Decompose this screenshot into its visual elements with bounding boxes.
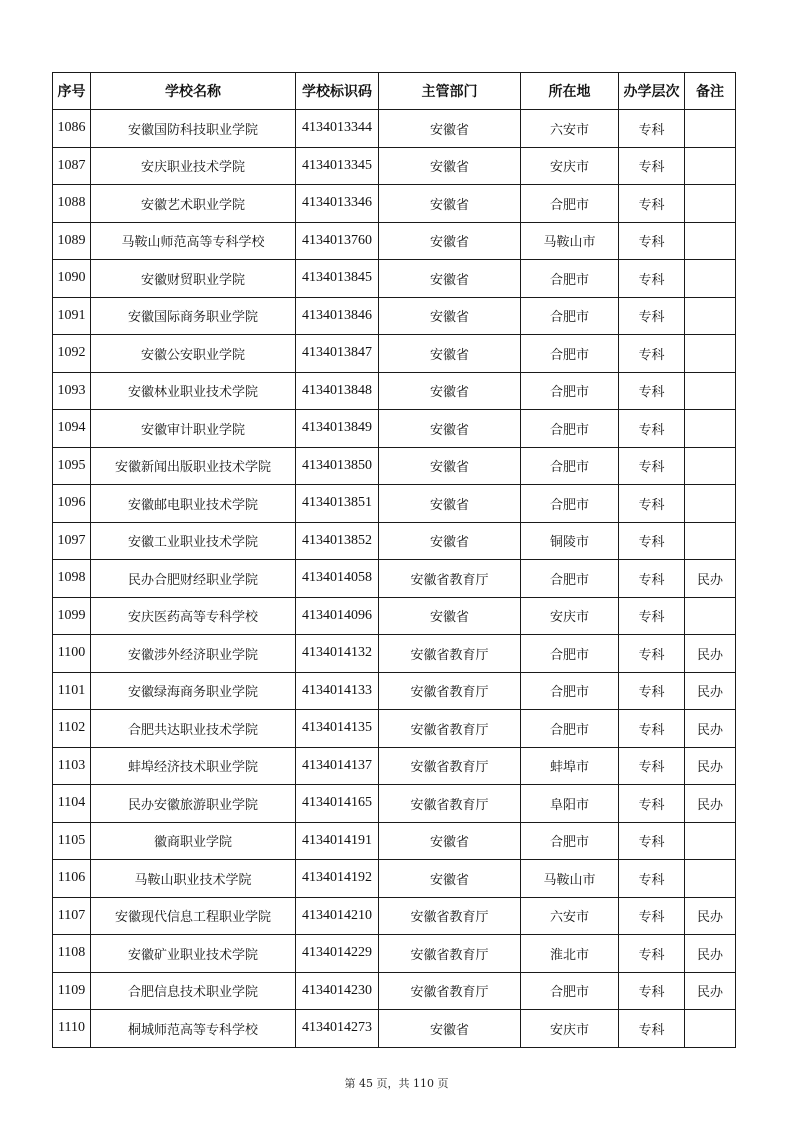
cell-level: 专科 — [619, 560, 685, 598]
cell-location: 合肥市 — [521, 410, 619, 448]
cell-seq: 1110 — [53, 1010, 91, 1048]
cell-department: 安徽省 — [379, 110, 521, 148]
cell-school-name: 安徽绿海商务职业学院 — [91, 672, 296, 710]
table-row — [53, 935, 736, 973]
cell-school-name: 安徽林业职业技术学院 — [91, 372, 296, 410]
table-row — [53, 822, 736, 860]
cell-school-code: 4134013852 — [296, 522, 379, 560]
cell-location: 六安市 — [521, 110, 619, 148]
table-row — [53, 972, 736, 1010]
cell-location: 合肥市 — [521, 185, 619, 223]
cell-location: 合肥市 — [521, 672, 619, 710]
cell-seq: 1092 — [53, 335, 91, 373]
cell-seq: 1105 — [53, 822, 91, 860]
cell-note — [685, 447, 736, 485]
header-location: 所在地 — [521, 73, 619, 110]
header-seq: 序号 — [53, 73, 91, 110]
header-note: 备注 — [685, 73, 736, 110]
table-row — [53, 335, 736, 373]
cell-school-code: 4134013846 — [296, 297, 379, 335]
cell-school-code: 4134013760 — [296, 222, 379, 260]
cell-school-code: 4134014133 — [296, 672, 379, 710]
cell-department: 安徽省教育厅 — [379, 897, 521, 935]
cell-location: 淮北市 — [521, 935, 619, 973]
cell-note — [685, 110, 736, 148]
cell-school-code: 4134014096 — [296, 597, 379, 635]
cell-level: 专科 — [619, 672, 685, 710]
cell-level: 专科 — [619, 485, 685, 523]
cell-location: 阜阳市 — [521, 785, 619, 823]
table-row — [53, 785, 736, 823]
cell-level: 专科 — [619, 785, 685, 823]
table-row — [53, 410, 736, 448]
cell-level: 专科 — [619, 1010, 685, 1048]
cell-seq: 1109 — [53, 972, 91, 1010]
cell-note — [685, 260, 736, 298]
cell-department: 安徽省 — [379, 485, 521, 523]
cell-department: 安徽省教育厅 — [379, 935, 521, 973]
cell-department: 安徽省 — [379, 185, 521, 223]
table-row — [53, 222, 736, 260]
cell-seq: 1108 — [53, 935, 91, 973]
cell-school-name: 安徽审计职业学院 — [91, 410, 296, 448]
cell-school-code: 4134013850 — [296, 447, 379, 485]
cell-note — [685, 597, 736, 635]
table-row — [53, 597, 736, 635]
cell-seq: 1087 — [53, 147, 91, 185]
cell-note: 民办 — [685, 747, 736, 785]
cell-seq: 1096 — [53, 485, 91, 523]
cell-note: 民办 — [685, 972, 736, 1010]
cell-school-code: 4134014191 — [296, 822, 379, 860]
cell-seq: 1102 — [53, 710, 91, 748]
cell-school-code: 4134013851 — [296, 485, 379, 523]
cell-school-code: 4134014210 — [296, 897, 379, 935]
cell-location: 安庆市 — [521, 147, 619, 185]
table-row — [53, 260, 736, 298]
cell-department: 安徽省 — [379, 447, 521, 485]
cell-department: 安徽省教育厅 — [379, 635, 521, 673]
cell-location: 合肥市 — [521, 335, 619, 373]
cell-department: 安徽省 — [379, 522, 521, 560]
cell-seq: 1101 — [53, 672, 91, 710]
footer-suffix: 页 — [437, 1077, 449, 1090]
table-row — [53, 1010, 736, 1048]
cell-note — [685, 185, 736, 223]
cell-school-code: 4134014132 — [296, 635, 379, 673]
cell-department: 安徽省 — [379, 297, 521, 335]
cell-location: 马鞍山市 — [521, 222, 619, 260]
cell-department: 安徽省教育厅 — [379, 972, 521, 1010]
cell-seq: 1089 — [53, 222, 91, 260]
table-row — [53, 747, 736, 785]
cell-department: 安徽省 — [379, 260, 521, 298]
table-row — [53, 672, 736, 710]
cell-level: 专科 — [619, 260, 685, 298]
cell-school-name: 合肥信息技术职业学院 — [91, 972, 296, 1010]
cell-level: 专科 — [619, 335, 685, 373]
cell-seq: 1095 — [53, 447, 91, 485]
cell-department: 安徽省教育厅 — [379, 747, 521, 785]
cell-level: 专科 — [619, 185, 685, 223]
cell-note: 民办 — [685, 897, 736, 935]
cell-location: 合肥市 — [521, 485, 619, 523]
cell-location: 蚌埠市 — [521, 747, 619, 785]
cell-department: 安徽省 — [379, 372, 521, 410]
cell-level: 专科 — [619, 710, 685, 748]
cell-seq: 1086 — [53, 110, 91, 148]
cell-department: 安徽省教育厅 — [379, 560, 521, 598]
table-row — [53, 372, 736, 410]
cell-school-code: 4134013845 — [296, 260, 379, 298]
cell-location: 合肥市 — [521, 822, 619, 860]
cell-note: 民办 — [685, 635, 736, 673]
cell-school-name: 安徽国际商务职业学院 — [91, 297, 296, 335]
cell-school-name: 安庆职业技术学院 — [91, 147, 296, 185]
cell-school-code: 4134014229 — [296, 935, 379, 973]
cell-level: 专科 — [619, 447, 685, 485]
cell-school-code: 4134013344 — [296, 110, 379, 148]
cell-school-name: 安徽新闻出版职业技术学院 — [91, 447, 296, 485]
cell-school-name: 马鞍山职业技术学院 — [91, 860, 296, 898]
cell-school-name: 合肥共达职业技术学院 — [91, 710, 296, 748]
table-row — [53, 560, 736, 598]
cell-location: 合肥市 — [521, 372, 619, 410]
cell-level: 专科 — [619, 860, 685, 898]
cell-school-code: 4134014230 — [296, 972, 379, 1010]
cell-department: 安徽省教育厅 — [379, 672, 521, 710]
cell-school-code: 4134014058 — [296, 560, 379, 598]
cell-location: 合肥市 — [521, 635, 619, 673]
cell-seq: 1107 — [53, 897, 91, 935]
cell-seq: 1097 — [53, 522, 91, 560]
cell-school-name: 安徽邮电职业技术学院 — [91, 485, 296, 523]
cell-level: 专科 — [619, 410, 685, 448]
cell-seq: 1088 — [53, 185, 91, 223]
cell-note — [685, 297, 736, 335]
table-row — [53, 860, 736, 898]
cell-school-code: 4134014192 — [296, 860, 379, 898]
cell-school-name: 安徽公安职业学院 — [91, 335, 296, 373]
cell-level: 专科 — [619, 635, 685, 673]
cell-seq: 1104 — [53, 785, 91, 823]
cell-note — [685, 522, 736, 560]
cell-level: 专科 — [619, 110, 685, 148]
cell-seq: 1091 — [53, 297, 91, 335]
cell-level: 专科 — [619, 897, 685, 935]
cell-note — [685, 147, 736, 185]
table-row — [53, 110, 736, 148]
cell-location: 马鞍山市 — [521, 860, 619, 898]
cell-school-code: 4134014165 — [296, 785, 379, 823]
cell-note — [685, 1010, 736, 1048]
cell-seq: 1090 — [53, 260, 91, 298]
cell-note — [685, 335, 736, 373]
table-row — [53, 522, 736, 560]
cell-location: 安庆市 — [521, 1010, 619, 1048]
cell-note — [685, 822, 736, 860]
school-table — [52, 72, 736, 1048]
cell-note: 民办 — [685, 560, 736, 598]
header-school-code: 学校标识码 — [296, 73, 379, 110]
cell-department: 安徽省 — [379, 822, 521, 860]
cell-note — [685, 222, 736, 260]
cell-note: 民办 — [685, 785, 736, 823]
cell-school-name: 安徽财贸职业学院 — [91, 260, 296, 298]
table-header-row — [53, 73, 736, 110]
cell-level: 专科 — [619, 372, 685, 410]
cell-note: 民办 — [685, 710, 736, 748]
cell-school-name: 安徽涉外经济职业学院 — [91, 635, 296, 673]
cell-seq: 1094 — [53, 410, 91, 448]
cell-level: 专科 — [619, 222, 685, 260]
cell-location: 合肥市 — [521, 297, 619, 335]
cell-school-code: 4134013849 — [296, 410, 379, 448]
cell-level: 专科 — [619, 747, 685, 785]
cell-level: 专科 — [619, 597, 685, 635]
cell-department: 安徽省教育厅 — [379, 785, 521, 823]
cell-department: 安徽省 — [379, 860, 521, 898]
cell-seq: 1099 — [53, 597, 91, 635]
cell-note — [685, 485, 736, 523]
cell-seq: 1103 — [53, 747, 91, 785]
cell-school-name: 安徽艺术职业学院 — [91, 185, 296, 223]
table-row — [53, 147, 736, 185]
cell-school-name: 安徽国防科技职业学院 — [91, 110, 296, 148]
cell-school-code: 4134014137 — [296, 747, 379, 785]
cell-level: 专科 — [619, 522, 685, 560]
cell-school-code: 4134013346 — [296, 185, 379, 223]
cell-school-name: 安庆医药高等专科学校 — [91, 597, 296, 635]
cell-school-code: 4134013345 — [296, 147, 379, 185]
cell-school-name: 安徽工业职业技术学院 — [91, 522, 296, 560]
cell-level: 专科 — [619, 935, 685, 973]
cell-school-code: 4134014135 — [296, 710, 379, 748]
cell-school-code: 4134013848 — [296, 372, 379, 410]
cell-note: 民办 — [685, 672, 736, 710]
header-school-name: 学校名称 — [91, 73, 296, 110]
cell-location: 安庆市 — [521, 597, 619, 635]
cell-level: 专科 — [619, 822, 685, 860]
cell-level: 专科 — [619, 297, 685, 335]
table-row — [53, 447, 736, 485]
cell-department: 安徽省 — [379, 1010, 521, 1048]
cell-department: 安徽省 — [379, 597, 521, 635]
table-row — [53, 897, 736, 935]
table-row — [53, 635, 736, 673]
cell-school-name: 徽商职业学院 — [91, 822, 296, 860]
footer-total-pages: 110 — [413, 1077, 434, 1090]
cell-seq: 1098 — [53, 560, 91, 598]
cell-seq: 1093 — [53, 372, 91, 410]
cell-department: 安徽省教育厅 — [379, 710, 521, 748]
cell-location: 合肥市 — [521, 560, 619, 598]
cell-school-code: 4134013847 — [296, 335, 379, 373]
header-department: 主管部门 — [379, 73, 521, 110]
cell-location: 合肥市 — [521, 447, 619, 485]
cell-school-name: 民办安徽旅游职业学院 — [91, 785, 296, 823]
cell-location: 合肥市 — [521, 260, 619, 298]
cell-school-name: 安徽现代信息工程职业学院 — [91, 897, 296, 935]
cell-department: 安徽省 — [379, 410, 521, 448]
cell-school-name: 民办合肥财经职业学院 — [91, 560, 296, 598]
cell-level: 专科 — [619, 972, 685, 1010]
cell-department: 安徽省 — [379, 222, 521, 260]
cell-school-code: 4134014273 — [296, 1010, 379, 1048]
cell-note — [685, 860, 736, 898]
cell-school-name: 蚌埠经济技术职业学院 — [91, 747, 296, 785]
header-level: 办学层次 — [619, 73, 685, 110]
cell-school-name: 马鞍山师范高等专科学校 — [91, 222, 296, 260]
cell-location: 合肥市 — [521, 710, 619, 748]
cell-note — [685, 372, 736, 410]
cell-location: 六安市 — [521, 897, 619, 935]
table-row — [53, 185, 736, 223]
cell-seq: 1100 — [53, 635, 91, 673]
page-footer — [0, 1075, 793, 1091]
footer-middle: 页，共 — [376, 1077, 410, 1090]
cell-department: 安徽省 — [379, 335, 521, 373]
cell-school-name: 桐城师范高等专科学校 — [91, 1010, 296, 1048]
school-list-page — [52, 72, 735, 1048]
cell-level: 专科 — [619, 147, 685, 185]
footer-page-number: 45 — [359, 1077, 373, 1090]
cell-department: 安徽省 — [379, 147, 521, 185]
cell-school-name: 安徽矿业职业技术学院 — [91, 935, 296, 973]
table-row — [53, 297, 736, 335]
cell-seq: 1106 — [53, 860, 91, 898]
table-row — [53, 710, 736, 748]
cell-note: 民办 — [685, 935, 736, 973]
cell-location: 合肥市 — [521, 972, 619, 1010]
cell-location: 铜陵市 — [521, 522, 619, 560]
cell-note — [685, 410, 736, 448]
table-row — [53, 485, 736, 523]
footer-prefix: 第 — [344, 1077, 356, 1090]
